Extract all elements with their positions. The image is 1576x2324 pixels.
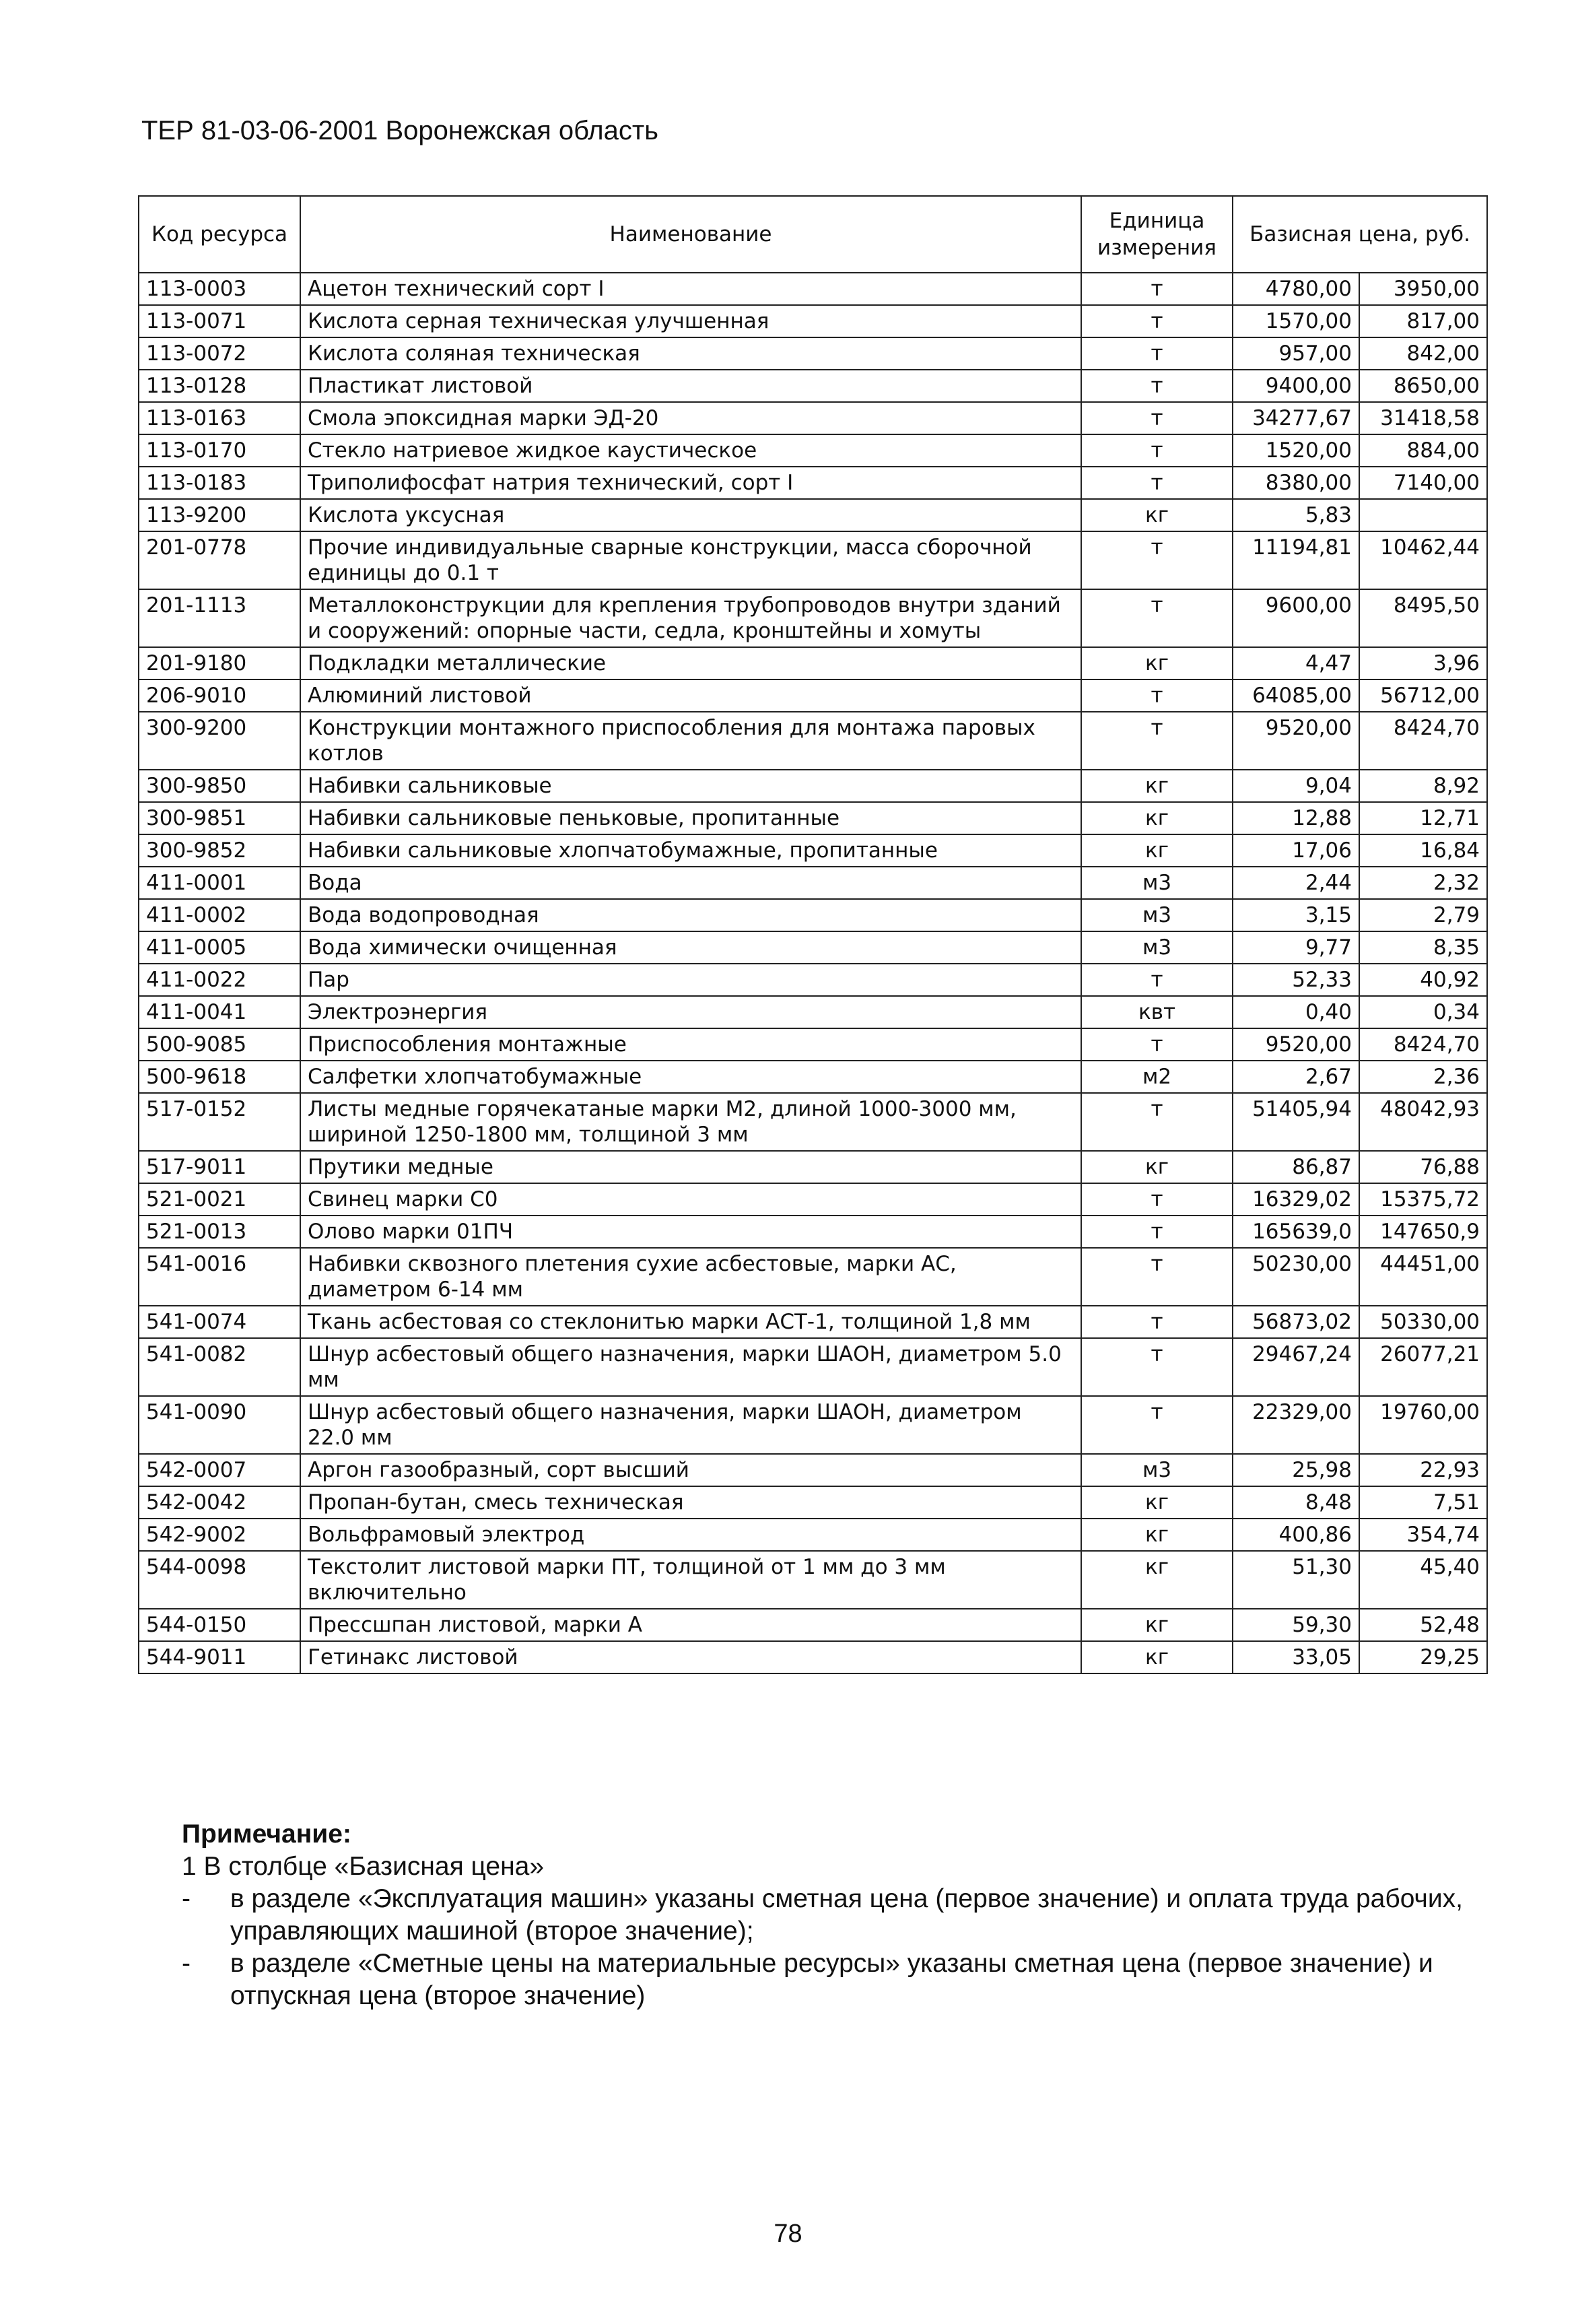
resource-unit: т [1081,964,1233,996]
price-second: 10462,44 [1359,531,1487,589]
price-second: 44451,00 [1359,1248,1487,1306]
price-estimate: 8380,00 [1233,467,1359,499]
price-second: 3950,00 [1359,273,1487,305]
resource-name: Кислота соляная техническая [300,337,1081,370]
table-row [139,834,1487,867]
table-row [139,1216,1487,1248]
resource-code: 113-0003 [139,273,300,305]
price-second: 8424,70 [1359,1028,1487,1061]
table-row [139,273,1487,305]
table-row [139,499,1487,531]
table-row [139,434,1487,467]
resource-unit: т [1081,679,1233,712]
table-row [139,1028,1487,1061]
resource-name: Электроэнергия [300,996,1081,1028]
resource-code: 411-0005 [139,931,300,964]
table-row [139,1641,1487,1673]
price-second: 50330,00 [1359,1306,1487,1338]
document-header: ТЕР 81-03-06-2001 Воронежская область [141,116,659,145]
dash-bullet: - [182,1884,191,1913]
resource-unit: м3 [1081,1454,1233,1486]
resource-name: Стекло натриевое жидкое каустическое [300,434,1081,467]
price-estimate: 3,15 [1233,899,1359,931]
price-second: 29,25 [1359,1641,1487,1673]
price-second: 0,34 [1359,996,1487,1028]
resource-name: Набивки сальниковые хлопчатобумажные, пропитанные [300,834,1081,867]
price-estimate: 1520,00 [1233,434,1359,467]
notes-title: Примечание: [182,1820,351,1849]
resource-name: Прессшпан листовой, марки А [300,1609,1081,1641]
notes-item-2-text: в разделе «Сметные цены на материальные ресурсы» указаны сметная цена (первое значение) и отпускная цена (второе значение) [230,1949,1433,2010]
price-estimate: 59,30 [1233,1609,1359,1641]
price-estimate: 2,44 [1233,867,1359,899]
table-header-row [139,196,1487,273]
table-row [139,867,1487,899]
resource-unit: т [1081,1396,1233,1454]
resource-code: 113-0170 [139,434,300,467]
price-estimate: 9,77 [1233,931,1359,964]
resource-name: Вольфрамовый электрод [300,1519,1081,1551]
resource-name: Набивки сквозного плетения сухие асбестовые, марки АС, диаметром 6-14 мм [300,1248,1081,1306]
resource-code: 113-0128 [139,370,300,402]
table-row [139,370,1487,402]
header-name: Наименование [300,196,1081,273]
resource-unit: т [1081,589,1233,647]
table-row [139,770,1487,802]
price-estimate: 51405,94 [1233,1093,1359,1151]
resource-unit: кг [1081,1609,1233,1641]
resource-code: 521-0013 [139,1216,300,1248]
price-second: 16,84 [1359,834,1487,867]
resource-unit: т [1081,1338,1233,1396]
resource-unit: м2 [1081,1061,1233,1093]
price-estimate: 29467,24 [1233,1338,1359,1396]
price-second: 2,36 [1359,1061,1487,1093]
resource-unit: т [1081,1183,1233,1216]
resource-code: 113-0183 [139,467,300,499]
table-row [139,1454,1487,1486]
resource-name: Кислота серная техническая улучшенная [300,305,1081,337]
price-second: 842,00 [1359,337,1487,370]
resource-unit: кг [1081,1641,1233,1673]
resource-code: 542-9002 [139,1519,300,1551]
resource-unit: т [1081,467,1233,499]
resource-name: Пластикат листовой [300,370,1081,402]
price-estimate: 9400,00 [1233,370,1359,402]
resource-code: 544-0150 [139,1609,300,1641]
price-second: 48042,93 [1359,1093,1487,1151]
resource-unit: кг [1081,834,1233,867]
resource-code: 517-9011 [139,1151,300,1183]
resource-code: 542-0007 [139,1454,300,1486]
price-estimate: 9520,00 [1233,1028,1359,1061]
resource-name: Шнур асбестовый общего назначения, марки ШАОН, диаметром 5.0 мм [300,1338,1081,1396]
resource-name: Ткань асбестовая со стеклонитью марки АСТ-1, толщиной 1,8 мм [300,1306,1081,1338]
resource-unit: т [1081,1216,1233,1248]
resource-code: 300-9850 [139,770,300,802]
price-estimate: 56873,02 [1233,1306,1359,1338]
resource-code: 541-0074 [139,1306,300,1338]
resource-unit: т [1081,1093,1233,1151]
price-second [1359,499,1487,531]
table-row [139,1486,1487,1519]
table-row [139,531,1487,589]
resource-name: Аргон газообразный, сорт высший [300,1454,1081,1486]
table-row [139,1093,1487,1151]
resource-unit: т [1081,402,1233,434]
price-estimate: 34277,67 [1233,402,1359,434]
resource-code: 201-0778 [139,531,300,589]
price-second: 8424,70 [1359,712,1487,770]
resource-code: 544-9011 [139,1641,300,1673]
table-row [139,589,1487,647]
resource-unit: кг [1081,1519,1233,1551]
resource-code: 201-1113 [139,589,300,647]
table-row [139,1248,1487,1306]
resource-unit: кг [1081,499,1233,531]
resource-name: Вода [300,867,1081,899]
page-number: 78 [774,2220,802,2248]
notes-item-2 [182,1948,1488,2012]
price-estimate: 9520,00 [1233,712,1359,770]
resource-code: 411-0041 [139,996,300,1028]
price-second: 3,96 [1359,647,1487,679]
price-estimate: 11194,81 [1233,531,1359,589]
price-estimate: 4780,00 [1233,273,1359,305]
resource-unit: т [1081,712,1233,770]
notes-line-1: 1 В столбце «Базисная цена» [182,1852,545,1881]
price-estimate: 17,06 [1233,834,1359,867]
resource-name: Листы медные горячекатаные марки М2, длиной 1000-3000 мм, шириной 1250-1800 мм, толщиной 3 мм [300,1093,1081,1151]
table-row [139,1338,1487,1396]
resource-name: Набивки сальниковые пеньковые, пропитанные [300,802,1081,834]
resource-name: Вода водопроводная [300,899,1081,931]
table-row [139,712,1487,770]
notes-section [182,1818,1488,2012]
notes-item-1-text: в разделе «Эксплуатация машин» указаны сметная цена (первое значение) и оплата труда рабочих, управляющих машиной (второе значение); [230,1884,1463,1946]
resource-code: 113-0163 [139,402,300,434]
resource-unit: кг [1081,1486,1233,1519]
resource-code: 542-0042 [139,1486,300,1519]
table-row [139,1151,1487,1183]
resource-name: Гетинакс листовой [300,1641,1081,1673]
resource-unit: м3 [1081,931,1233,964]
resource-code: 201-9180 [139,647,300,679]
table-row [139,1183,1487,1216]
resource-name: Шнур асбестовый общего назначения, марки ШАОН, диаметром 22.0 мм [300,1396,1081,1454]
table-row [139,337,1487,370]
resource-name: Прочие индивидуальные сварные конструкции, масса сборочной единицы до 0.1 т [300,531,1081,589]
resource-code: 541-0016 [139,1248,300,1306]
table-row [139,1609,1487,1641]
resource-unit: квт [1081,996,1233,1028]
resource-code: 521-0021 [139,1183,300,1216]
price-second: 8,92 [1359,770,1487,802]
table-body [139,273,1487,1673]
price-second: 52,48 [1359,1609,1487,1641]
resource-name: Алюминий листовой [300,679,1081,712]
resource-name: Текстолит листовой марки ПТ, толщиной от 1 мм до 3 мм включительно [300,1551,1081,1609]
price-estimate: 9,04 [1233,770,1359,802]
price-estimate: 12,88 [1233,802,1359,834]
resource-name: Пропан-бутан, смесь техническая [300,1486,1081,1519]
dash-bullet: - [182,1949,191,1978]
resource-price-table [138,195,1488,1674]
resource-name: Пар [300,964,1081,996]
table-row [139,305,1487,337]
resource-unit: т [1081,273,1233,305]
header-code: Код ресурса [139,196,300,273]
price-second: 56712,00 [1359,679,1487,712]
resource-name: Металлоконструкции для крепления трубопроводов внутри зданий и сооружений: опорные части, седла, кронштейны и хомуты [300,589,1081,647]
price-second: 26077,21 [1359,1338,1487,1396]
price-second: 15375,72 [1359,1183,1487,1216]
price-second: 884,00 [1359,434,1487,467]
resource-code: 300-9851 [139,802,300,834]
price-second: 45,40 [1359,1551,1487,1609]
resource-name: Конструкции монтажного приспособления для монтажа паровых котлов [300,712,1081,770]
price-estimate: 5,83 [1233,499,1359,531]
resource-unit: кг [1081,802,1233,834]
resource-code: 300-9852 [139,834,300,867]
resource-unit: кг [1081,647,1233,679]
price-estimate: 33,05 [1233,1641,1359,1673]
price-second: 817,00 [1359,305,1487,337]
resource-code: 500-9085 [139,1028,300,1061]
resource-code: 113-9200 [139,499,300,531]
price-estimate: 25,98 [1233,1454,1359,1486]
price-estimate: 1570,00 [1233,305,1359,337]
resource-code: 300-9200 [139,712,300,770]
table-row [139,996,1487,1028]
price-second: 22,93 [1359,1454,1487,1486]
price-estimate: 51,30 [1233,1551,1359,1609]
resource-code: 544-0098 [139,1551,300,1609]
price-second: 2,79 [1359,899,1487,931]
resource-name: Кислота уксусная [300,499,1081,531]
resource-unit: т [1081,434,1233,467]
table-row [139,1551,1487,1609]
price-second: 7,51 [1359,1486,1487,1519]
price-estimate: 86,87 [1233,1151,1359,1183]
resource-code: 411-0001 [139,867,300,899]
table-row [139,899,1487,931]
resource-unit: кг [1081,770,1233,802]
table-row [139,467,1487,499]
price-estimate: 8,48 [1233,1486,1359,1519]
price-estimate: 52,33 [1233,964,1359,996]
resource-code: 500-9618 [139,1061,300,1093]
price-second: 2,32 [1359,867,1487,899]
resource-unit: т [1081,1248,1233,1306]
price-second: 12,71 [1359,802,1487,834]
resource-code: 206-9010 [139,679,300,712]
price-estimate: 50230,00 [1233,1248,1359,1306]
resource-unit: м3 [1081,867,1233,899]
table-row [139,679,1487,712]
resource-code: 411-0002 [139,899,300,931]
resource-unit: т [1081,1306,1233,1338]
table-row [139,964,1487,996]
resource-name: Свинец марки С0 [300,1183,1081,1216]
price-second: 7140,00 [1359,467,1487,499]
resource-name: Приспособления монтажные [300,1028,1081,1061]
price-estimate: 165639,0 [1233,1216,1359,1248]
resource-unit: т [1081,305,1233,337]
resource-unit: т [1081,370,1233,402]
resource-code: 113-0071 [139,305,300,337]
price-estimate: 4,47 [1233,647,1359,679]
table-row [139,802,1487,834]
table-row [139,931,1487,964]
resource-name: Прутики медные [300,1151,1081,1183]
resource-code: 541-0090 [139,1396,300,1454]
resource-code: 517-0152 [139,1093,300,1151]
resource-unit: т [1081,1028,1233,1061]
resource-name: Салфетки хлопчатобумажные [300,1061,1081,1093]
price-second: 147650,9 [1359,1216,1487,1248]
price-estimate: 2,67 [1233,1061,1359,1093]
price-estimate: 400,86 [1233,1519,1359,1551]
resource-name: Смола эпоксидная марки ЭД-20 [300,402,1081,434]
resource-code: 411-0022 [139,964,300,996]
table-row [139,1519,1487,1551]
resource-unit: кг [1081,1551,1233,1609]
table-row [139,402,1487,434]
resource-name: Триполифосфат натрия технический, сорт I [300,467,1081,499]
resource-unit: м3 [1081,899,1233,931]
resource-name: Ацетон технический сорт I [300,273,1081,305]
header-unit: Единица измерения [1081,196,1233,273]
price-estimate: 16329,02 [1233,1183,1359,1216]
price-second: 40,92 [1359,964,1487,996]
price-second: 76,88 [1359,1151,1487,1183]
resource-name: Набивки сальниковые [300,770,1081,802]
price-estimate: 64085,00 [1233,679,1359,712]
resource-unit: кг [1081,1151,1233,1183]
resource-name: Вода химически очищенная [300,931,1081,964]
notes-item-1 [182,1883,1488,1948]
resource-unit: т [1081,531,1233,589]
price-second: 354,74 [1359,1519,1487,1551]
price-second: 8,35 [1359,931,1487,964]
price-estimate: 0,40 [1233,996,1359,1028]
price-second: 8495,50 [1359,589,1487,647]
resource-name: Олово марки 01ПЧ [300,1216,1081,1248]
table-row [139,1306,1487,1338]
resource-code: 113-0072 [139,337,300,370]
header-price: Базисная цена, руб. [1233,196,1487,273]
resource-code: 541-0082 [139,1338,300,1396]
table-row [139,1061,1487,1093]
price-estimate: 957,00 [1233,337,1359,370]
price-second: 19760,00 [1359,1396,1487,1454]
resource-unit: т [1081,337,1233,370]
price-estimate: 9600,00 [1233,589,1359,647]
table-row [139,1396,1487,1454]
price-second: 31418,58 [1359,402,1487,434]
resource-name: Подкладки металлические [300,647,1081,679]
table-row [139,647,1487,679]
price-estimate: 22329,00 [1233,1396,1359,1454]
price-second: 8650,00 [1359,370,1487,402]
